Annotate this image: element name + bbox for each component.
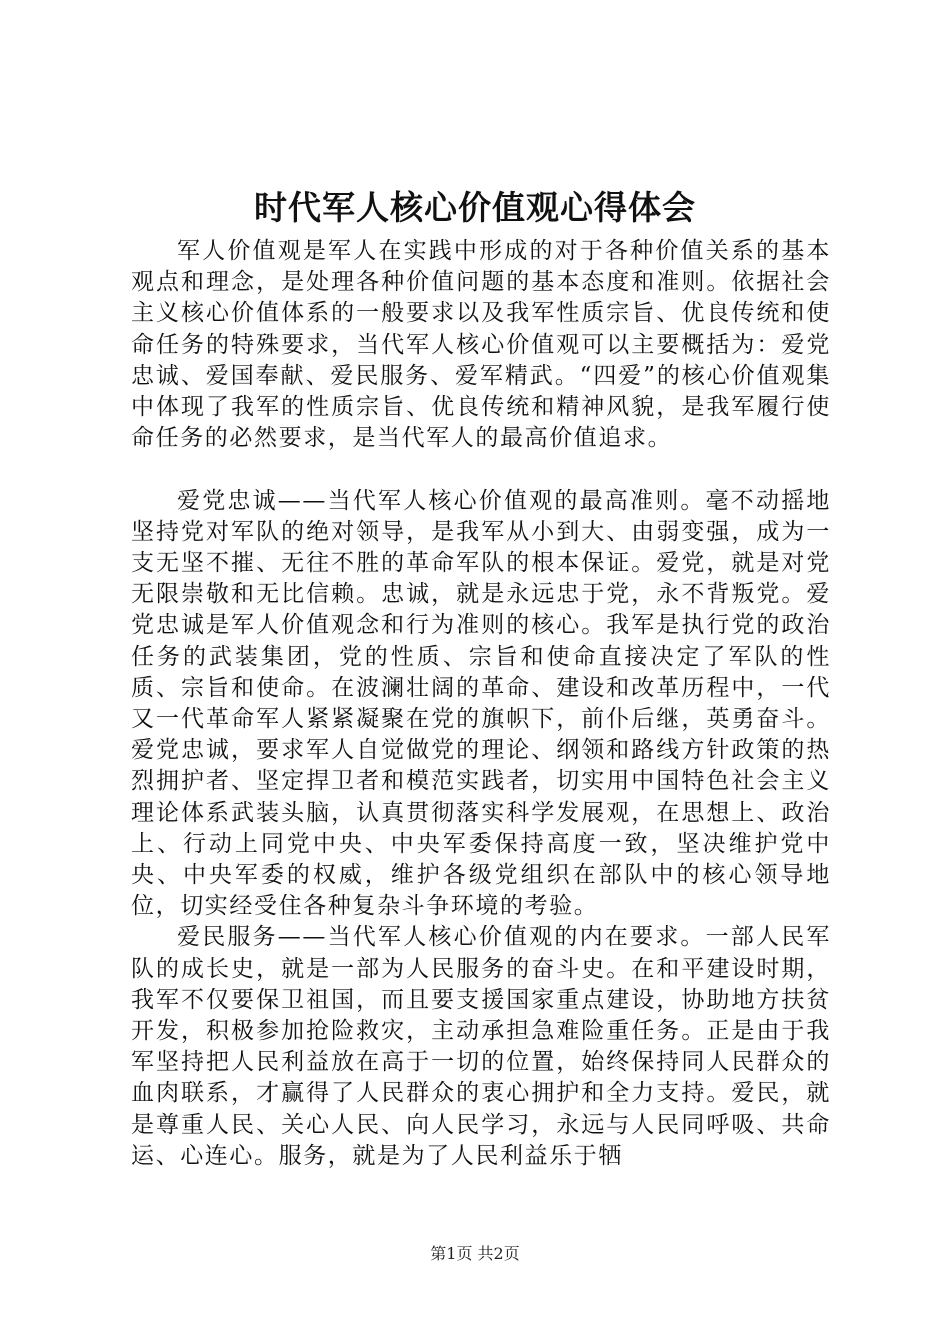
paragraph-people-service: 爱民服务——当代军人核心价值观的内在要求。一部人民军队的成长史，就是一部为人民服务的奋斗史。在和平建设时期，我军不仅要保卫祖国，而且要支援国家重点建设，协助地方扶贫开发，积极参加抢险救灾，主动承担急难险重任务。正是由于我军坚持把人民利益放在高于一切的位置，始终保持同人民群众的血肉联系，才赢得了人民群众的衷心拥护和全力支持。爱民，就是尊重人民、关心人民、向人民学习，永远与人民同呼吸、共命运、心连心。服务，就是为了人民利益乐于牺 — [131, 924, 831, 1169]
paragraph-spacer — [131, 454, 831, 485]
paragraph-party-loyalty: 爱党忠诚——当代军人核心价值观的最高准则。毫不动摇地坚持党对军队的绝对领导，是我军从小到大、由弱变强，成为一支无坚不摧、无往不胜的革命军队的根本保证。爱党，就是对党无限崇敬和无比信赖。忠诚，就是永远忠于党，永不背叛党。爱党忠诚是军人价值观念和行为准则的核心。我军是执行党的政治任务的武装集团，党的性质、宗旨和使命直接决定了军队的性质、宗旨和使命。在波澜壮阔的革命、建设和改革历程中，一代又一代革命军人紧紧凝聚在党的旗帜下，前仆后继，英勇奋斗。爱党忠诚，要求军人自觉做党的理论、纲领和路线方针政策的热烈拥护者、坚定捍卫者和模范实践者，切实用中国特色社会主义理论体系武装头脑，认真贯彻落实科学发展观，在思想上、政治上、行动上同党中央、中央军委保持高度一致，坚决维护党中央、中央军委的权威，维护各级党组织在部队中的核心领导地位，切实经受住各种复杂斗争环境的考验。 — [131, 487, 831, 920]
page-number: 第1页 共2页 — [430, 1244, 520, 1263]
document-title: 时代军人核心价值观心得体会 — [254, 188, 696, 227]
paragraph-intro: 军人价值观是军人在实践中形成的对于各种价值关系的基本观点和理念，是处理各种价值问题的基本态度和准则。依据社会主义核心价值体系的一般要求以及我军性质宗旨、优良传统和使命任务的特殊要求，当代军人核心价值观可以主要概括为：爱党忠诚、爱国奉献、爱民服务、爱军精武。“四爱”的核心价值观集中体现了我军的性质宗旨、优良传统和精神风貌，是我军履行使命任务的必然要求，是当代军人的最高价值追求。 — [131, 238, 831, 452]
document-body — [131, 236, 831, 1172]
